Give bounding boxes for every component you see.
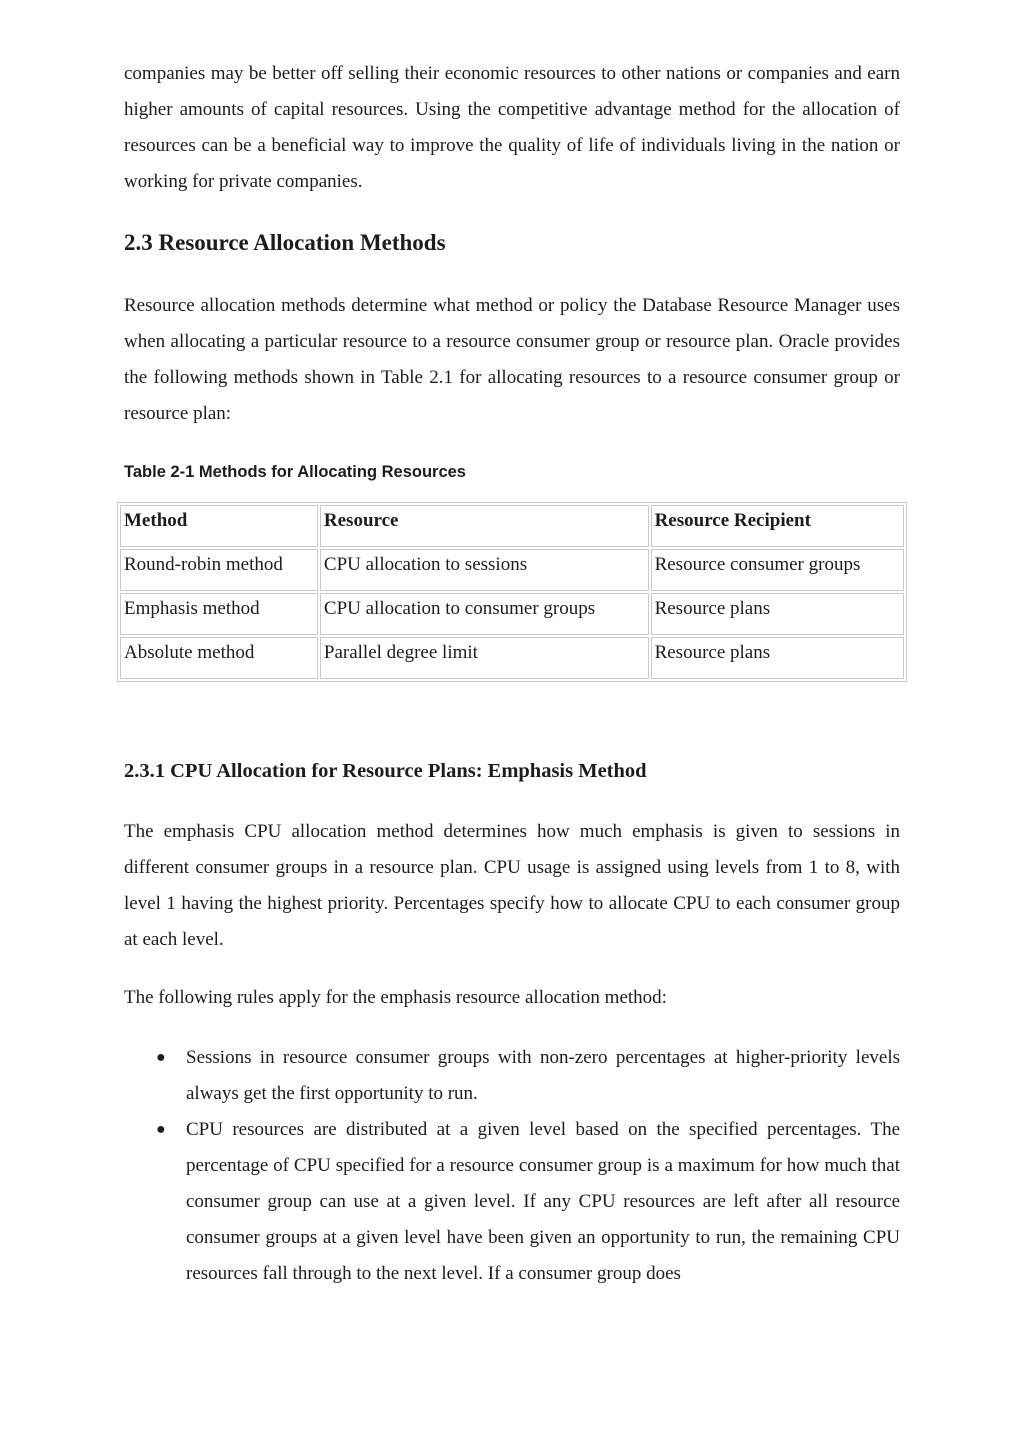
bullet-icon: ● [156, 1121, 166, 1138]
table-row [120, 593, 904, 635]
table-header-cell: Resource [320, 505, 649, 547]
bullet-icon: ● [156, 1049, 166, 1066]
table-header-row [120, 505, 904, 547]
table-cell: CPU allocation to consumer groups [320, 593, 649, 635]
section-heading: 2.3 Resource Allocation Methods [124, 230, 446, 255]
methods-table [117, 502, 907, 682]
rules-list [124, 1040, 900, 1292]
rules-intro: The following rules apply for the emphasis resource allocation method: [124, 987, 667, 1008]
subsection-paragraph: The emphasis CPU allocation method determines how much emphasis is given to sessions in different consumer groups in a resource plan. CPU usage is assigned using levels from 1 to 8, with level 1 having the highest priority. Percentages specify how to allocate CPU to each consumer group at each level. [124, 821, 900, 950]
table-cell: Resource plans [651, 593, 904, 635]
table-header-cell: Resource Recipient [651, 505, 904, 547]
table-cell: Parallel degree limit [320, 637, 649, 679]
table-caption: Table 2-1 Methods for Allocating Resources [124, 463, 466, 481]
table-cell: CPU allocation to sessions [320, 549, 649, 591]
table-cell: Emphasis method [120, 593, 318, 635]
table-cell: Round-robin method [120, 549, 318, 591]
list-item-text: CPU resources are distributed at a given level based on the specified percentages. The percentage of CPU specified for a resource consumer group is a maximum for how much that consumer group can use at a given level. If any CPU resources are left after all resource consumer groups at a given level have been given an opportunity to run, the remaining CPU resources fall through to the next level. If a consumer group does [186, 1119, 900, 1284]
table-row [120, 637, 904, 679]
subsection-heading: 2.3.1 CPU Allocation for Resource Plans: Emphasis Method [124, 760, 647, 782]
table-row [120, 549, 904, 591]
section-paragraph: Resource allocation methods determine what method or policy the Database Resource Manager uses when allocating a particular resource to a resource consumer group or resource plan. Oracle provides the following methods shown in Table 2.1 for allocating resources to a resource consumer group or resource plan: [124, 295, 900, 424]
table-header-cell: Method [120, 505, 318, 547]
list-item [124, 1040, 900, 1112]
table-cell: Resource plans [651, 637, 904, 679]
table-cell: Resource consumer groups [651, 549, 904, 591]
list-item [124, 1112, 900, 1292]
intro-paragraph: companies may be better off selling their economic resources to other nations or companies and earn higher amounts of capital resources. Using the competitive advantage method for the allocation of resources can be a beneficial way to improve the quality of life of individuals living in the nation or working for private companies. [124, 63, 900, 192]
list-item-text: Sessions in resource consumer groups with non-zero percentages at higher-priority levels always get the first opportunity to run. [186, 1047, 900, 1104]
table-cell: Absolute method [120, 637, 318, 679]
